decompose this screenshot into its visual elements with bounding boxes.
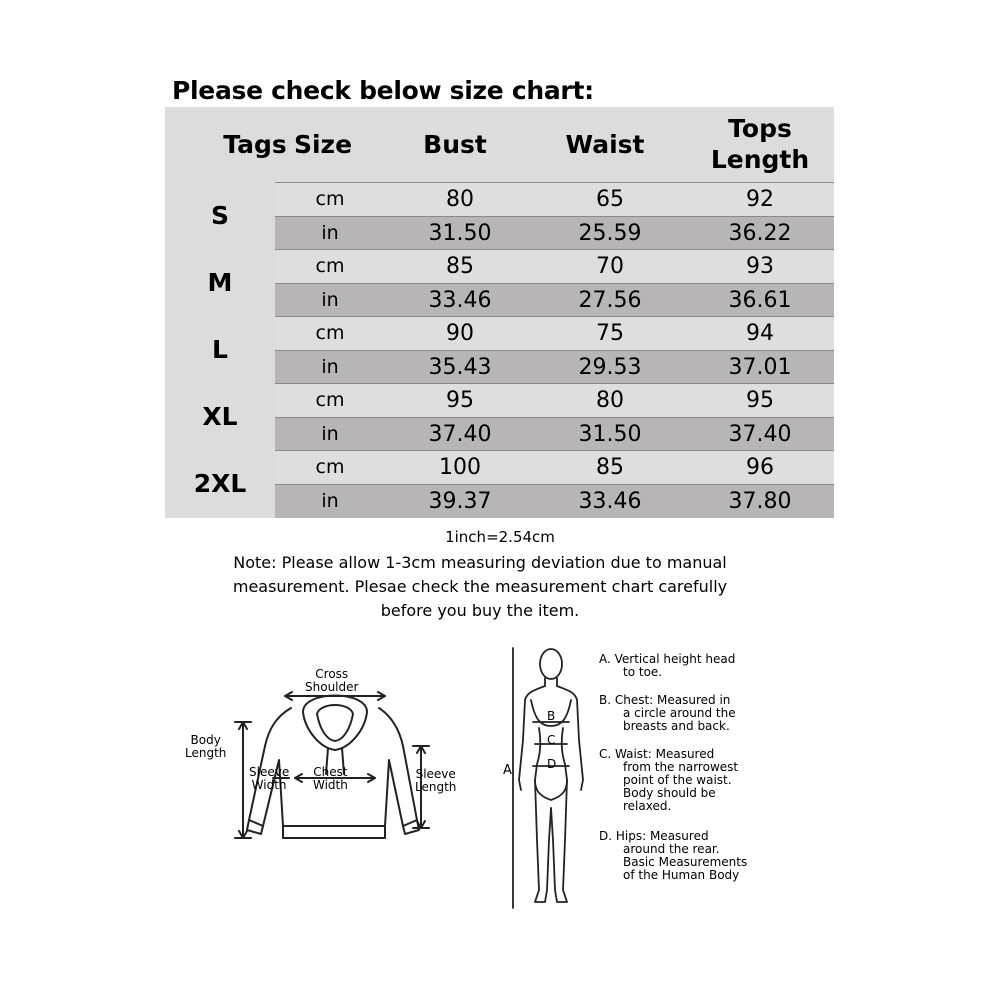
- tag-column: [165, 182, 275, 518]
- bust-cell: 33.46: [428, 288, 492, 313]
- tag-l: L: [212, 335, 228, 364]
- table-row: [275, 350, 834, 384]
- length-cell: 92: [746, 187, 774, 212]
- length-cell: 37.80: [728, 489, 792, 514]
- bust-cell: 85: [446, 254, 474, 279]
- unit-cell: cm: [315, 188, 345, 210]
- unit-conversion: 1inch=2.54cm: [445, 528, 555, 546]
- label-line: Sleeve: [415, 767, 456, 781]
- bust-cell: 80: [446, 187, 474, 212]
- tag-m: M: [207, 268, 233, 297]
- legend-line: A. Vertical height head: [599, 652, 736, 666]
- table-row: [275, 417, 834, 451]
- waist-cell: 31.50: [578, 422, 642, 447]
- header-size: Size: [293, 130, 353, 159]
- table-row: [275, 450, 834, 484]
- legend-line: from the narrowest: [623, 760, 739, 774]
- header-tops-length-line2: Length: [710, 145, 810, 174]
- label-sleeve-width: [249, 766, 289, 792]
- garment-measurement-diagram: [185, 650, 475, 860]
- marker-d: D: [547, 757, 557, 771]
- length-cell: 36.61: [728, 288, 792, 313]
- unit-cell: cm: [315, 322, 345, 344]
- bust-cell: 95: [446, 388, 474, 413]
- header-tags: Tags: [223, 130, 287, 159]
- label-line: Chest: [313, 765, 348, 779]
- label-body-length: [185, 734, 226, 760]
- legend-b: [599, 694, 736, 733]
- waist-cell: 33.46: [578, 489, 642, 514]
- waist-cell: 25.59: [578, 221, 642, 246]
- unit-cell: in: [321, 289, 339, 311]
- table-header: [165, 107, 834, 182]
- table-row: [275, 216, 834, 250]
- measurement-note: [200, 551, 760, 623]
- bust-cell: 31.50: [428, 221, 492, 246]
- label-line: Length: [415, 780, 457, 794]
- bust-cell: 90: [446, 321, 474, 346]
- header-bust: Bust: [423, 130, 487, 159]
- legend-line: B. Chest: Measured in: [599, 693, 731, 707]
- waist-cell: 29.53: [578, 355, 642, 380]
- tag-2xl: 2XL: [193, 469, 247, 498]
- body-measurement-diagram: [495, 640, 795, 915]
- length-cell: 36.22: [728, 221, 792, 246]
- unit-cell: cm: [315, 389, 345, 411]
- header-tops-length-line1: Tops: [728, 114, 792, 143]
- tag-xl: XL: [202, 402, 238, 431]
- legend-c: [599, 748, 738, 813]
- length-cell: 93: [746, 254, 774, 279]
- marker-c: C: [547, 733, 556, 747]
- unit-cell: in: [321, 356, 339, 378]
- bust-cell: 100: [439, 455, 481, 480]
- unit-cell: cm: [315, 255, 345, 277]
- table-row: [275, 283, 834, 317]
- unit-cell: cm: [315, 456, 345, 478]
- bust-cell: 39.37: [428, 489, 492, 514]
- legend-line: breasts and back.: [623, 719, 730, 733]
- note-line: Note: Please allow 1-3cm measuring deviation due to manual: [233, 553, 727, 572]
- legend-d: [599, 830, 747, 882]
- unit-cell: in: [321, 423, 339, 445]
- length-cell: 95: [746, 388, 774, 413]
- table-row: [275, 484, 834, 518]
- waist-cell: 85: [596, 455, 624, 480]
- label-line: Length: [185, 746, 227, 760]
- legend-line: relaxed.: [623, 799, 672, 813]
- table-row: [275, 383, 834, 417]
- note-line: before you buy the item.: [380, 601, 580, 620]
- table-row: [275, 249, 834, 283]
- header-tops-length: [695, 113, 825, 175]
- label-line: Body: [190, 733, 221, 747]
- unit-cell: in: [321, 490, 339, 512]
- legend-line: Body should be: [623, 786, 716, 800]
- label-line: Cross: [315, 667, 349, 681]
- note-line: measurement. Plesae check the measurement chart carefully: [232, 577, 728, 596]
- legend-line: C. Waist: Measured: [599, 747, 715, 761]
- waist-cell: 70: [596, 254, 624, 279]
- waist-cell: 80: [596, 388, 624, 413]
- marker-b: B: [547, 709, 556, 723]
- header-waist: Waist: [565, 130, 645, 159]
- legend-line: a circle around the: [623, 706, 736, 720]
- label-chest-width: [313, 766, 348, 792]
- waist-cell: 27.56: [578, 288, 642, 313]
- legend-line: around the rear.: [623, 842, 720, 856]
- legend-line: of the Human Body: [623, 868, 740, 882]
- marker-a: A: [503, 763, 512, 778]
- legend-line: D. Hips: Measured: [599, 829, 709, 843]
- label-sleeve-length: [415, 768, 456, 794]
- length-cell: 94: [746, 321, 774, 346]
- legend-line: Basic Measurements: [623, 855, 748, 869]
- waist-cell: 65: [596, 187, 624, 212]
- legend-line: point of the waist.: [623, 773, 732, 787]
- unit-cell: in: [321, 222, 339, 244]
- legend-line: to toe.: [623, 665, 663, 679]
- waist-cell: 75: [596, 321, 624, 346]
- legend-a: [599, 653, 735, 679]
- label-line: Width: [313, 778, 348, 792]
- tag-s: S: [210, 201, 229, 230]
- length-cell: 96: [746, 455, 774, 480]
- label-line: Width: [251, 778, 287, 792]
- bust-cell: 37.40: [428, 422, 492, 447]
- table-row: [275, 182, 834, 216]
- length-cell: 37.40: [728, 422, 792, 447]
- page-title: Please check below size chart:: [172, 76, 594, 105]
- length-cell: 37.01: [728, 355, 792, 380]
- bust-cell: 35.43: [428, 355, 492, 380]
- label-cross-shoulder: [305, 668, 358, 694]
- table-row: [275, 316, 834, 350]
- label-line: Shoulder: [305, 680, 359, 694]
- size-chart-table: [165, 107, 834, 518]
- label-line: Sleeve: [249, 765, 290, 779]
